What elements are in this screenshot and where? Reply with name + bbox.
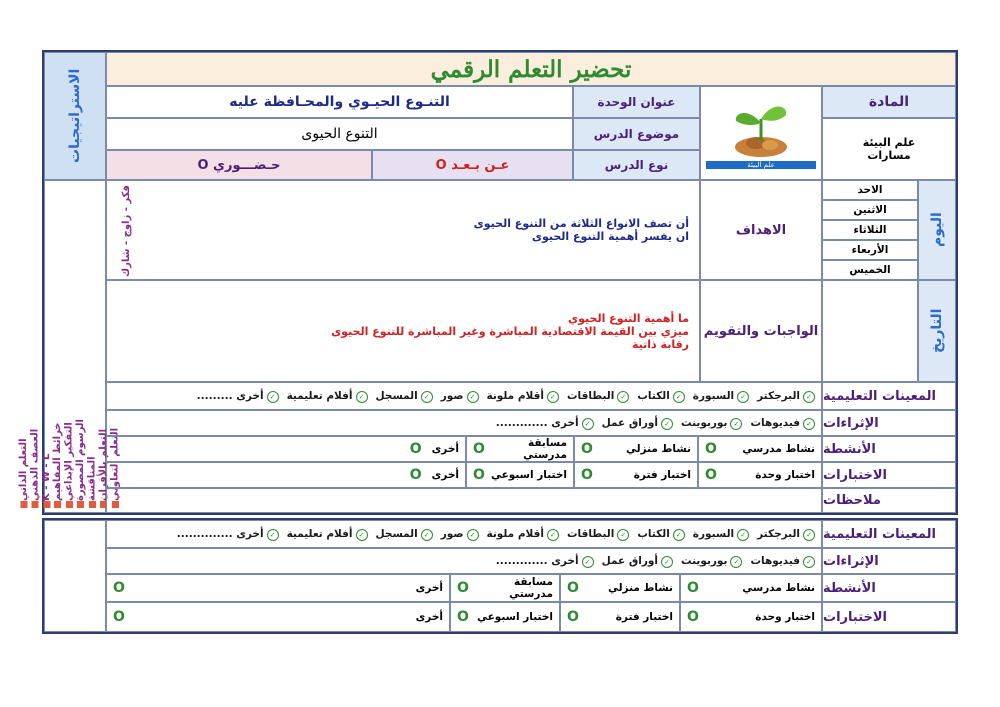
aids-options <box>106 382 822 410</box>
lesson-type-remote[interactable]: عـن بـعـد O <box>372 150 573 180</box>
enrichment-option-label: أوراق عمل <box>601 416 659 429</box>
tests2-label: الاختبارات <box>822 602 956 632</box>
check-circle-icon: ✓ <box>421 391 433 403</box>
check-circle-icon: ✓ <box>547 529 559 541</box>
aid-option-label: صور <box>440 389 464 402</box>
strategy-6[interactable]: خرائط المفاهيم <box>52 185 64 508</box>
check-circle-icon: ✓ <box>737 391 749 403</box>
aid-option[interactable] <box>177 528 279 541</box>
unit-label: عنوان الوحدة <box>573 86 700 118</box>
aid-option[interactable] <box>487 528 559 541</box>
homework-line-2: ميزي بين القيمة الاقتصادية المباشرة وغير المباشرة للتنوع الحيوى <box>331 324 689 338</box>
homework-line-1: ما أهمية التنوع الحيوي <box>568 311 689 325</box>
check-circle-icon: ✓ <box>547 391 559 403</box>
check-circle-icon: ✓ <box>661 418 673 430</box>
notes-value[interactable] <box>106 488 822 513</box>
check-circle-icon: ✓ <box>356 529 368 541</box>
aid-option[interactable] <box>693 390 749 403</box>
aid-option[interactable] <box>567 528 629 541</box>
aid-option-label: أقلام ملونة <box>486 527 544 540</box>
aid-option-label: السبورة <box>692 389 735 402</box>
aid-option-label: أخرى ......... <box>196 389 264 402</box>
aid-option-label: المسجل <box>375 527 418 540</box>
activity-school[interactable]: نشاط مدرسي O <box>698 436 822 462</box>
aid-option-label: أخرى .............. <box>176 527 264 540</box>
check-circle-icon: ✓ <box>661 556 673 568</box>
unit-value: التنـوع الحيـوي والمحـافظة عليه <box>106 86 573 118</box>
lesson-label: موضوع الدرس <box>573 118 700 150</box>
strategy-1: فكر - زاوج - شارك <box>121 185 133 277</box>
checkbox-icon <box>20 501 27 508</box>
date-value[interactable] <box>822 280 918 382</box>
checkbox-icon <box>32 501 39 508</box>
check-circle-icon: ✓ <box>582 418 594 430</box>
bottom-side-strip <box>44 520 106 632</box>
test2-weekly[interactable]: اختبار اسبوعي O <box>450 602 560 632</box>
check-circle-icon: ✓ <box>421 529 433 541</box>
aid-option[interactable] <box>757 528 815 541</box>
aid-option-label: المسجل <box>375 389 418 402</box>
enrichment-option-label: فيديوهات <box>750 416 800 429</box>
day-wednesday[interactable]: الأربعاء <box>822 240 918 260</box>
enrichment-option-label: فيديوهات <box>750 554 800 567</box>
activities-label: الأنشطة <box>822 436 956 462</box>
checkbox-icon <box>78 501 85 508</box>
strategy-9[interactable]: العصف الذهني <box>29 185 41 508</box>
aid-option-label: البطاقات <box>566 527 615 540</box>
enrichment-option[interactable] <box>681 417 742 430</box>
test2-unit[interactable]: اختبار وحدة O <box>680 602 822 632</box>
date-label: التاريخ <box>918 280 956 382</box>
enrichment-option[interactable] <box>750 417 815 430</box>
activity2-other[interactable]: أخرى O <box>106 574 450 602</box>
aid-option-label: البرجكتر <box>757 527 800 540</box>
aid-option[interactable] <box>637 528 684 541</box>
check-circle-icon: ✓ <box>267 391 279 403</box>
checkbox-icon <box>55 501 62 508</box>
check-circle-icon: ✓ <box>617 529 629 541</box>
activity2-competition[interactable]: مسابقة مدرستي O <box>450 574 560 602</box>
aids2-options <box>106 520 822 548</box>
homework-label: الواجبات والتقويم <box>700 280 822 382</box>
plant-sprout-icon <box>726 97 796 159</box>
aid-option[interactable] <box>441 528 479 541</box>
aid-option-label: البطاقات <box>566 389 615 402</box>
check-circle-icon: ✓ <box>730 556 742 568</box>
enrichment2-options <box>106 548 822 574</box>
check-circle-icon: ✓ <box>267 529 279 541</box>
check-circle-icon: ✓ <box>673 529 685 541</box>
test2-term[interactable]: اختبار فترة O <box>560 602 680 632</box>
enrichment-option[interactable] <box>750 555 815 568</box>
check-circle-icon: ✓ <box>803 418 815 430</box>
enrichment-option[interactable] <box>496 417 594 430</box>
activity-other[interactable]: أخرى O <box>106 436 466 462</box>
subject-logo <box>700 86 822 180</box>
test2-other[interactable]: أخرى O <box>106 602 450 632</box>
homework-line-3: رقابة ذاتية <box>631 337 689 351</box>
check-circle-icon: ✓ <box>673 391 685 403</box>
enrichment-option[interactable] <box>602 417 673 430</box>
enrichment-option-label: بوربوينت <box>681 416 728 429</box>
page-title: تحضير التعلم الرقمي <box>106 52 956 86</box>
activities2-label: الأنشطة <box>822 574 956 602</box>
aid-option[interactable] <box>197 390 279 403</box>
activity-home[interactable]: نشاط منزلي O <box>574 436 698 462</box>
enrichment-option-label: بوربوينت <box>681 554 728 567</box>
test-other[interactable]: أخرى O <box>106 462 466 488</box>
logo-caption: علم البيئة <box>706 161 816 169</box>
enrichment-option[interactable] <box>496 555 594 568</box>
strategy-5[interactable]: المناقشة <box>87 185 99 508</box>
aid-option-label: الكتاب <box>637 527 670 540</box>
objectives-label: الاهداف <box>700 180 822 280</box>
aid-option[interactable] <box>376 390 433 403</box>
homework-content <box>106 280 700 382</box>
day-sunday[interactable]: الاحد <box>822 180 918 200</box>
lesson-value: التنوع الحيوى <box>106 118 573 150</box>
objectives-content <box>106 180 700 280</box>
enrichment-option[interactable] <box>681 555 742 568</box>
check-circle-icon: ✓ <box>617 391 629 403</box>
check-circle-icon: ✓ <box>467 529 479 541</box>
objective-1: أن تصف الانواع الثلاثة من التنوع الحيوى <box>473 217 689 230</box>
lesson-type-in-person[interactable]: حـضـــوري O <box>106 150 372 180</box>
subject-value <box>822 118 956 180</box>
aid-option-label: أقلام ملونة <box>486 389 544 402</box>
aids-label: المعينات التعليمية <box>822 382 956 410</box>
strategy-4[interactable]: الرسوم المصورة <box>75 185 87 508</box>
check-circle-icon: ✓ <box>356 391 368 403</box>
enrichment-option-label: أوراق عمل <box>601 554 659 567</box>
activity2-school[interactable]: نشاط مدرسي O <box>680 574 822 602</box>
test-unit[interactable]: اختبار وحدة O <box>698 462 822 488</box>
test-weekly[interactable]: اختبار اسبوعي O <box>466 462 574 488</box>
aid-option[interactable] <box>287 528 368 541</box>
check-circle-icon: ✓ <box>467 391 479 403</box>
strategies-box <box>17 180 133 513</box>
subject-name: علم البيئة <box>862 136 916 149</box>
aid-option-label: أفلام تعليمية <box>286 389 353 402</box>
strategy-10[interactable]: K - W - L <box>41 185 53 508</box>
aid-option[interactable] <box>567 390 629 403</box>
check-circle-icon: ✓ <box>803 529 815 541</box>
check-circle-icon: ✓ <box>582 556 594 568</box>
aid-option[interactable] <box>693 528 749 541</box>
aid-option[interactable] <box>487 390 559 403</box>
strategy-8[interactable]: التعلم الذاتي <box>18 185 30 508</box>
aid-option[interactable] <box>376 528 433 541</box>
aid-option-label: صور <box>440 527 464 540</box>
day-monday[interactable]: الاثنين <box>822 200 918 220</box>
subject-label: المادة <box>822 86 956 118</box>
aid-option-label: السبورة <box>692 527 735 540</box>
activity-competition[interactable]: مسابقة مدرستي O <box>466 436 574 462</box>
aid-option[interactable] <box>637 390 684 403</box>
enrichment-option-label: أخرى ............. <box>495 554 579 567</box>
day-thursday[interactable]: الخميس <box>822 260 918 280</box>
aid-option-label: البرجكتر <box>757 389 800 402</box>
lesson-type-label: نوع الدرس <box>573 150 700 180</box>
tests-label: الاختبارات <box>822 462 956 488</box>
aid-option[interactable] <box>441 390 479 403</box>
test-term[interactable]: اختبار فترة O <box>574 462 698 488</box>
checkbox-icon <box>66 501 73 508</box>
check-circle-icon: ✓ <box>737 529 749 541</box>
check-circle-icon: ✓ <box>803 556 815 568</box>
strategy-3[interactable]: التعلم التعاوني <box>110 185 122 508</box>
notes-label: ملاحظات <box>822 488 956 513</box>
aid-option-label: الكتاب <box>637 389 670 402</box>
subject-track: مسارات <box>867 149 911 162</box>
strategy-2[interactable]: التعلم بالأقران <box>98 185 110 508</box>
strategy-7[interactable]: التفكير الإبداعي <box>64 185 76 508</box>
objective-2: ان يفسر أهمية التنوع الحيوى <box>531 230 689 243</box>
strategies-label: الاستراتيجيات <box>44 52 106 180</box>
enrichment-label: الإثراءات <box>822 410 956 436</box>
aid-option-label: أفلام تعليمية <box>286 527 353 540</box>
activity2-home[interactable]: نشاط منزلي O <box>560 574 680 602</box>
aid-option[interactable] <box>287 390 368 403</box>
aid-option[interactable] <box>757 390 815 403</box>
enrichment-option-label: أخرى ............. <box>495 416 579 429</box>
checkbox-icon <box>43 501 50 508</box>
enrichment-option[interactable] <box>602 555 673 568</box>
check-circle-icon: ✓ <box>803 391 815 403</box>
enrichment-options <box>106 410 822 436</box>
enrichment2-label: الإثراءات <box>822 548 956 574</box>
checkbox-icon <box>89 501 96 508</box>
aids2-label: المعينات التعليمية <box>822 520 956 548</box>
day-tuesday[interactable]: الثلاثاء <box>822 220 918 240</box>
day-label: اليوم <box>918 180 956 280</box>
check-circle-icon: ✓ <box>730 418 742 430</box>
